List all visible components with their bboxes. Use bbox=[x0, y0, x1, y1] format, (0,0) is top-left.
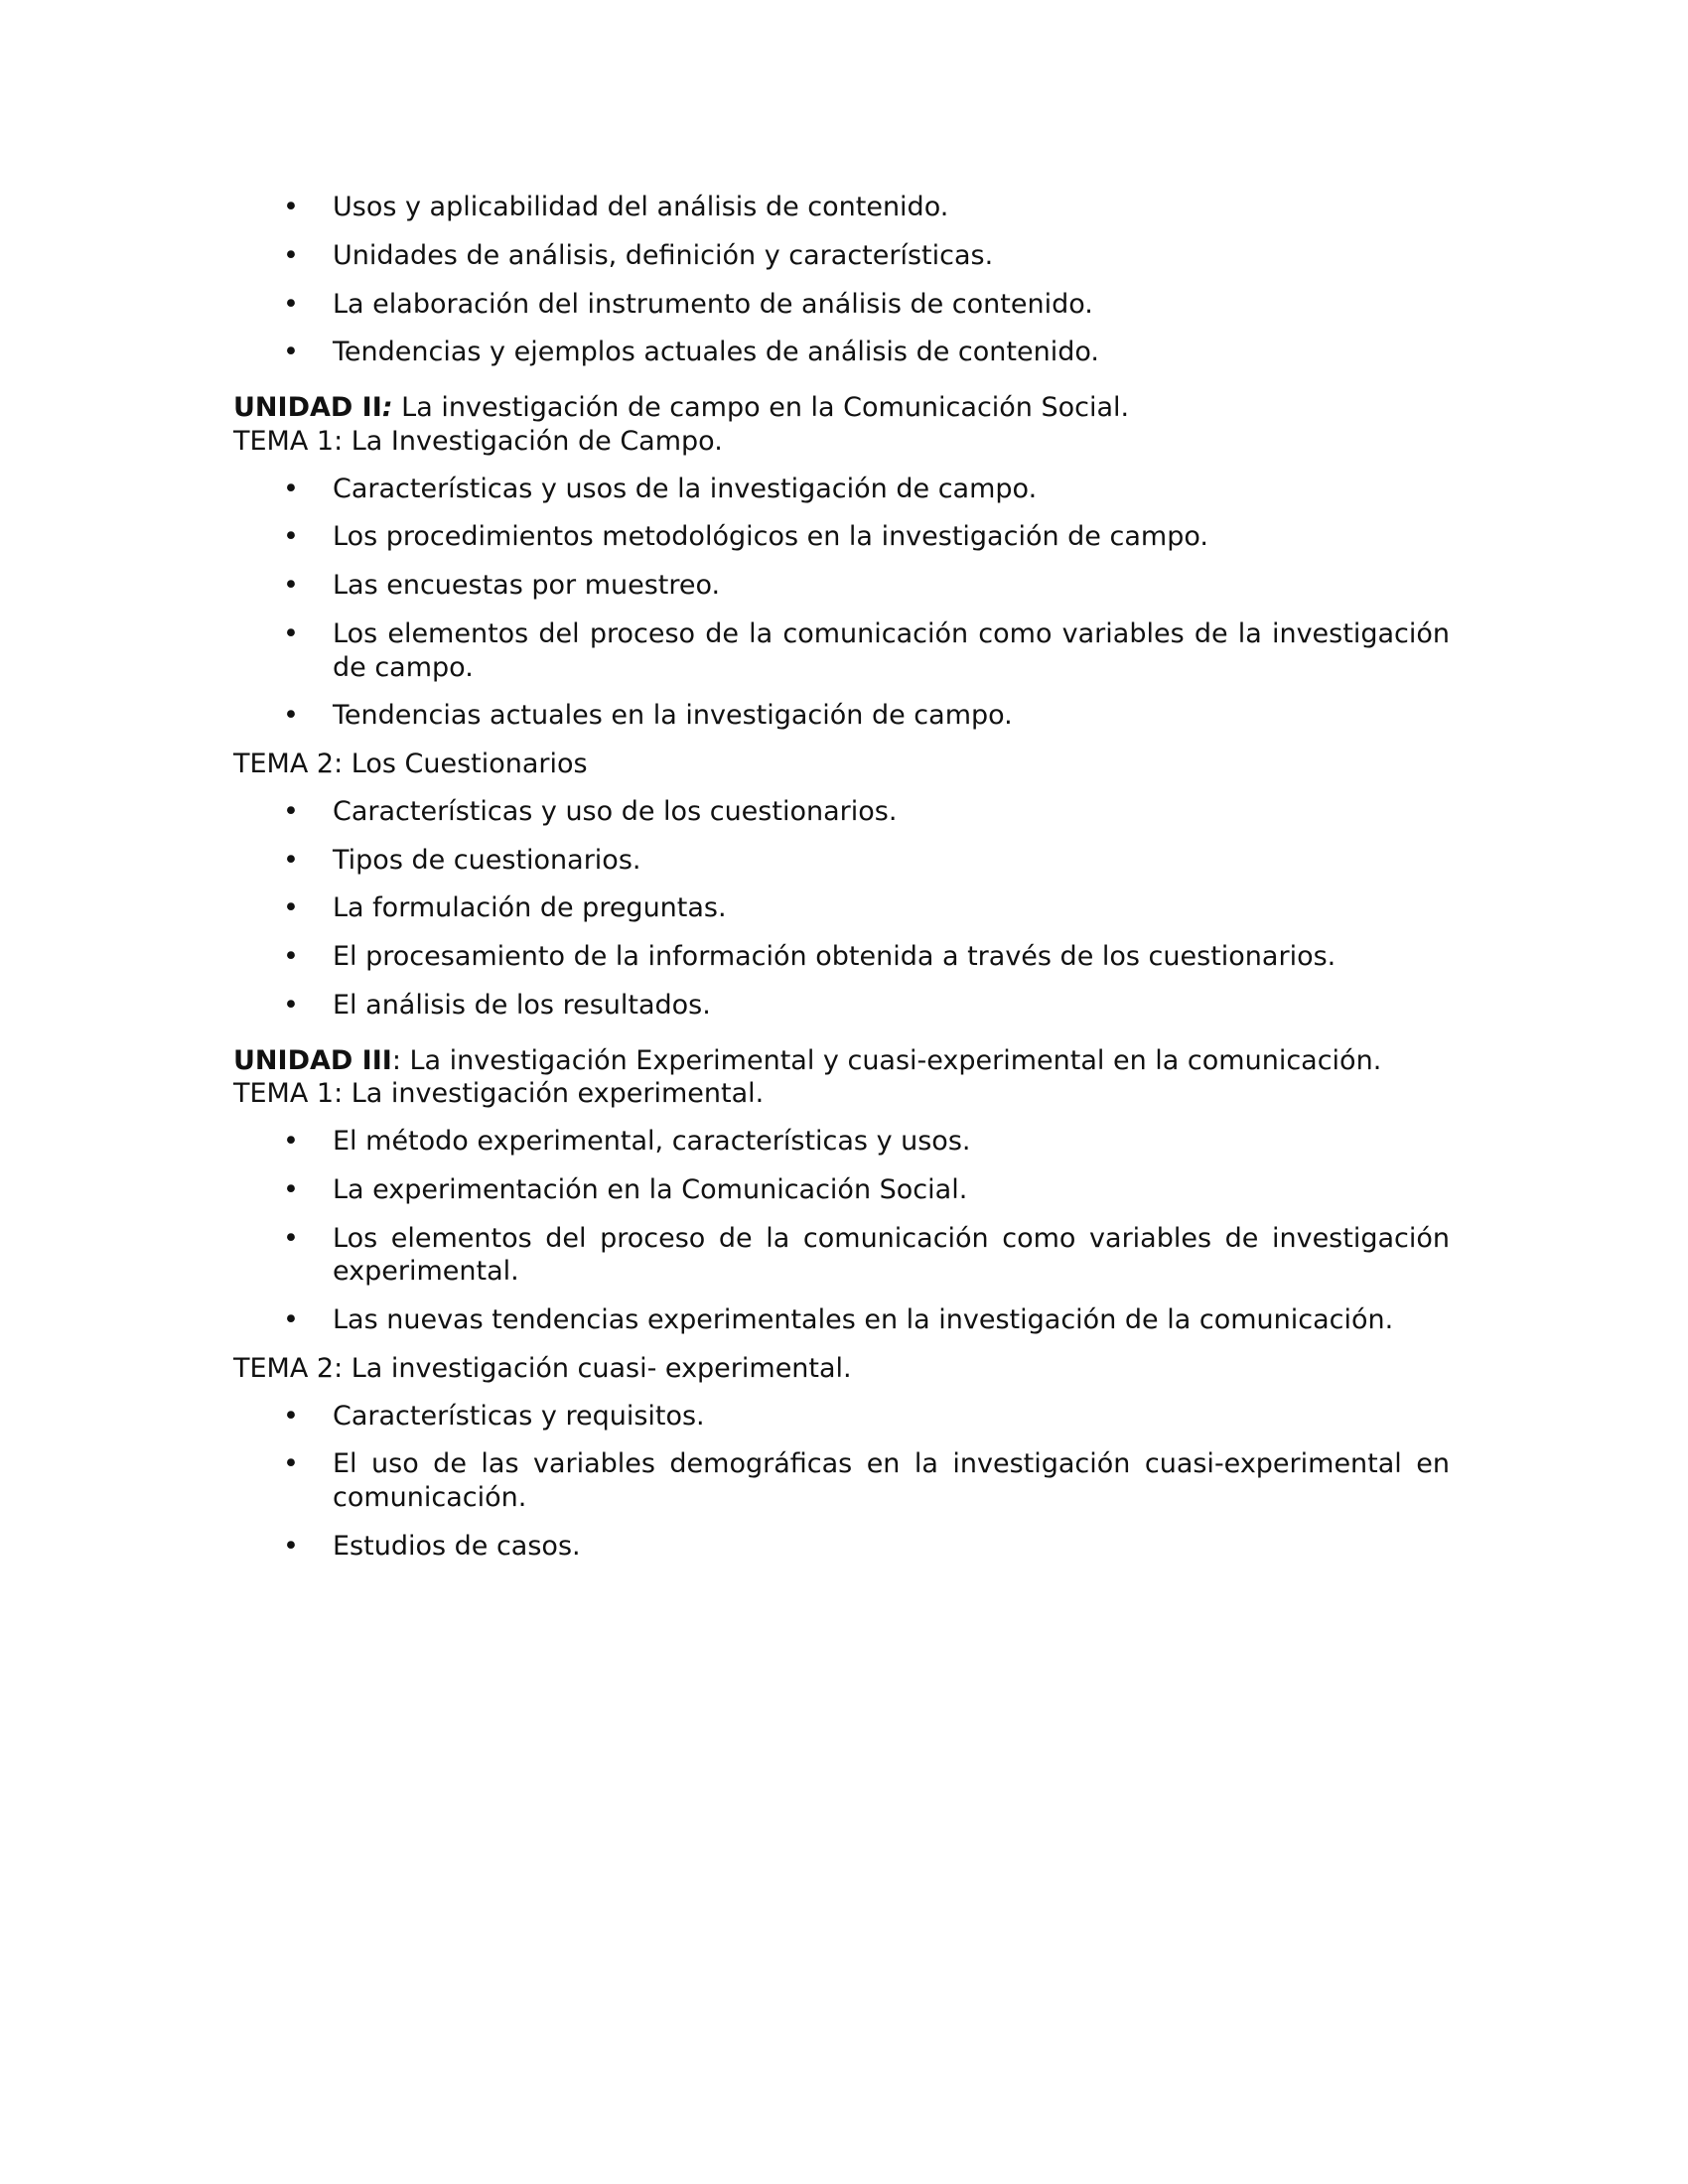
list-item bbox=[233, 891, 1450, 925]
list-item-text: El análisis de los resultados. bbox=[333, 989, 711, 1021]
list-item-text: Características y requisitos. bbox=[333, 1400, 705, 1432]
bullet-icon: • bbox=[283, 892, 299, 924]
list-item bbox=[233, 1303, 1450, 1337]
bullet-icon: • bbox=[283, 1304, 299, 1335]
unidad-2-tema-2-list bbox=[233, 795, 1450, 1023]
list-item bbox=[233, 1125, 1450, 1159]
list-item-text: Tipos de cuestionarios. bbox=[333, 844, 641, 876]
unidad-3-tema-1-title: TEMA 1: La investigación experimental. bbox=[233, 1078, 765, 1110]
list-item-text: Características y usos de la investigación de campo. bbox=[333, 473, 1038, 504]
intro-bullet-list bbox=[233, 191, 1450, 369]
list-item bbox=[233, 1222, 1450, 1290]
list-item-text: La experimentación en la Comunicación Social. bbox=[333, 1173, 968, 1205]
list-item bbox=[233, 1447, 1450, 1515]
bullet-icon: • bbox=[283, 700, 299, 732]
bullet-icon: • bbox=[283, 989, 299, 1021]
list-item-text: El método experimental, características y usos. bbox=[333, 1126, 971, 1157]
list-item bbox=[233, 699, 1450, 733]
list-item-text: Características y uso de los cuestionarios. bbox=[333, 795, 898, 827]
unidad-3-tema-1-list bbox=[233, 1125, 1450, 1337]
list-item bbox=[233, 1400, 1450, 1433]
list-item bbox=[233, 520, 1450, 554]
unidad-3-title: : La investigación Experimental y cuasi-experimental en la comunicación. bbox=[391, 1044, 1382, 1076]
bullet-icon: • bbox=[283, 617, 299, 649]
bullet-icon: • bbox=[283, 570, 299, 601]
unidad-3-tema-2-title: TEMA 2: La investigación cuasi- experimental. bbox=[233, 1352, 852, 1384]
unidad-3-heading bbox=[233, 1044, 1450, 1078]
unidad-2-tema-2-title: TEMA 2: Los Cuestionarios bbox=[233, 749, 588, 779]
list-item-text: Tendencias actuales en la investigación de campo. bbox=[333, 700, 1013, 732]
list-item-text: La elaboración del instrumento de análisis de contenido. bbox=[333, 288, 1093, 320]
document-page bbox=[233, 191, 1450, 1578]
list-item-text: Los elementos del proceso de la comunicación como variables de investigación experimental. bbox=[333, 1222, 1450, 1288]
list-item bbox=[233, 1530, 1450, 1564]
unidad-2-colon: : bbox=[381, 392, 393, 423]
list-item bbox=[233, 844, 1450, 878]
bullet-icon: • bbox=[283, 239, 299, 271]
list-item bbox=[233, 940, 1450, 974]
bullet-icon: • bbox=[283, 941, 299, 972]
list-item-text: El uso de las variables demográficas en la investigación cuasi-experimental en comunicación. bbox=[333, 1448, 1450, 1513]
list-item-text: El procesamiento de la información obtenida a través de los cuestionarios. bbox=[333, 941, 1336, 972]
list-item-text: Usos y aplicabilidad del análisis de contenido. bbox=[333, 192, 949, 222]
list-item-text: Unidades de análisis, definición y características. bbox=[333, 239, 994, 271]
list-item bbox=[233, 569, 1450, 603]
bullet-icon: • bbox=[283, 288, 299, 320]
bullet-icon: • bbox=[283, 844, 299, 876]
bullet-icon: • bbox=[283, 1530, 299, 1562]
bullet-icon: • bbox=[283, 337, 299, 368]
list-item-text: Tendencias y ejemplos actuales de análisis de contenido. bbox=[333, 337, 1099, 368]
list-item bbox=[233, 617, 1450, 685]
bullet-icon: • bbox=[283, 473, 299, 504]
list-item bbox=[233, 1173, 1450, 1207]
list-item bbox=[233, 336, 1450, 369]
bullet-icon: • bbox=[283, 1126, 299, 1157]
unidad-2-heading bbox=[233, 391, 1450, 425]
list-item bbox=[233, 795, 1450, 829]
bullet-icon: • bbox=[283, 192, 299, 222]
list-item bbox=[233, 288, 1450, 322]
list-item-text: Los procedimientos metodológicos en la investigación de campo. bbox=[333, 521, 1208, 553]
list-item bbox=[233, 473, 1450, 506]
bullet-icon: • bbox=[283, 521, 299, 553]
unidad-2-title: La investigación de campo en la Comunicación Social. bbox=[392, 392, 1130, 423]
list-item bbox=[233, 239, 1450, 273]
bullet-icon: • bbox=[283, 1448, 299, 1480]
list-item-text: Los elementos del proceso de la comunicación como variables de la investigación de campo. bbox=[333, 617, 1450, 683]
list-item bbox=[233, 191, 1450, 224]
list-item-text: La formulación de preguntas. bbox=[333, 892, 727, 924]
bullet-icon: • bbox=[283, 1222, 299, 1254]
list-item bbox=[233, 989, 1450, 1023]
list-item-text: Las nuevas tendencias experimentales en la investigación de la comunicación. bbox=[333, 1304, 1394, 1335]
list-item-text: Las encuestas por muestreo. bbox=[333, 570, 721, 601]
bullet-icon: • bbox=[283, 1400, 299, 1432]
bullet-icon: • bbox=[283, 1173, 299, 1205]
list-item-text: Estudios de casos. bbox=[333, 1530, 581, 1562]
unidad-2-tema-1-title: TEMA 1: La Investigación de Campo. bbox=[233, 425, 723, 457]
unidad-2-tema-1-list bbox=[233, 473, 1450, 734]
unidad-2-label: UNIDAD II bbox=[233, 392, 382, 423]
unidad-3-label: UNIDAD III bbox=[233, 1044, 392, 1076]
unidad-3-tema-2-list bbox=[233, 1400, 1450, 1564]
bullet-icon: • bbox=[283, 795, 299, 827]
